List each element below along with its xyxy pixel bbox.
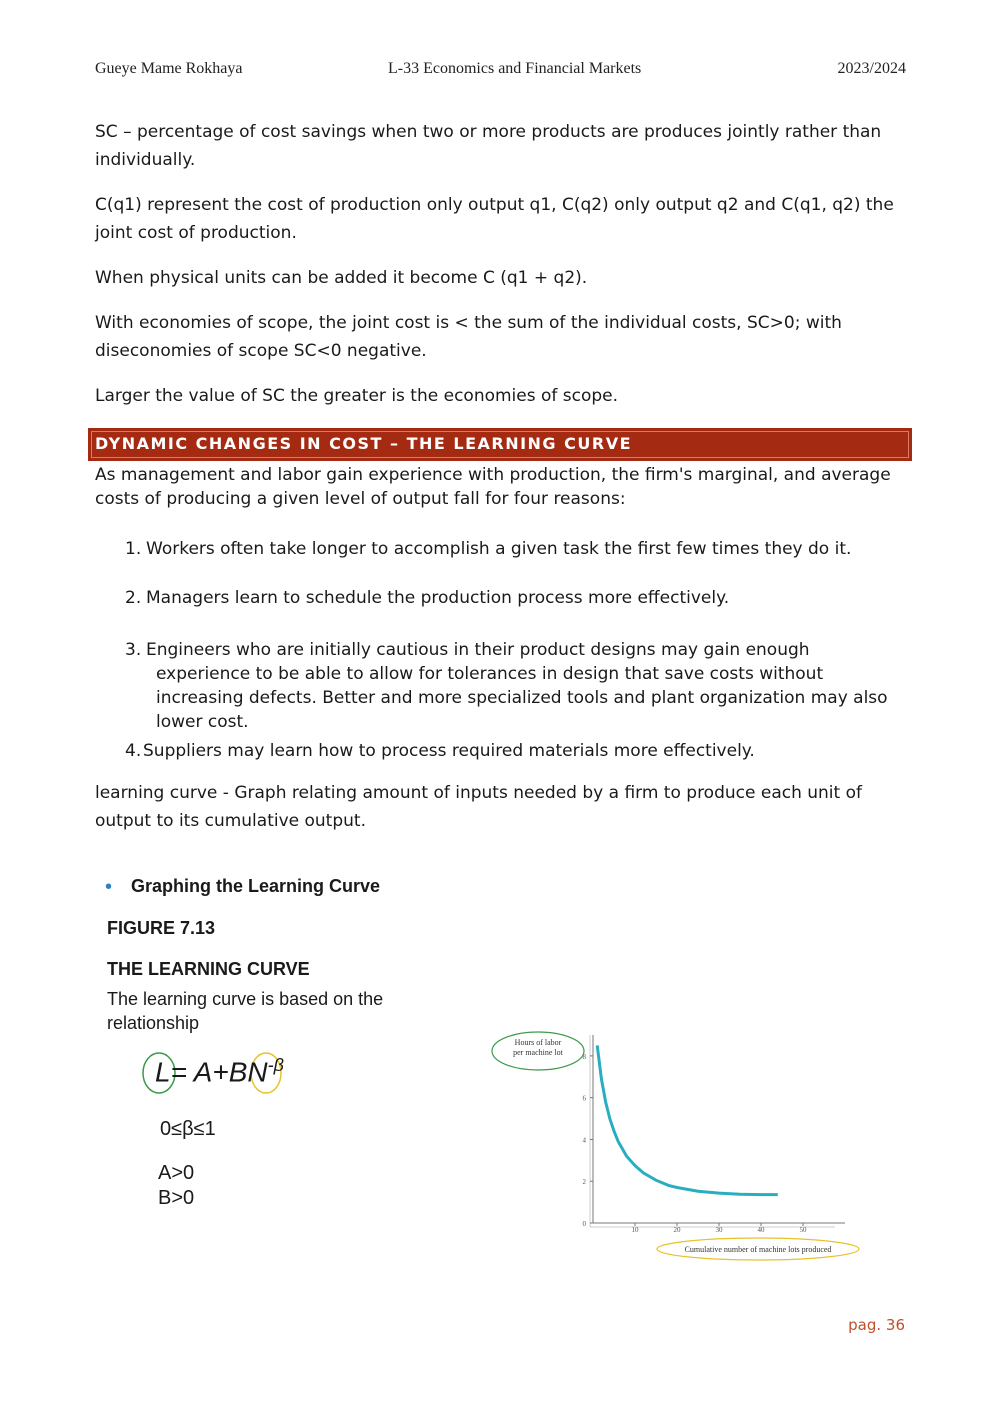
learning-curve-line [597,1045,778,1194]
list-number: 4. [125,741,142,761]
bullet-icon: • [105,876,113,898]
figure-description: The learning curve is based on the relationship [107,989,384,1033]
list-text: Suppliers may learn how to process required materials more effectively. [143,741,755,761]
header-course: L-33 Economics and Financial Markets [388,60,642,77]
ylabel-line-1: Hours of labor [514,1038,562,1047]
list-number: 3. [125,640,142,660]
y-tick-label: 0 [582,1220,586,1228]
figure-caption: THE LEARNING CURVE [107,959,310,979]
list-item-1 [125,537,907,561]
x-tick-label: 30 [715,1226,723,1234]
learning-curve-chart [490,1025,870,1270]
list-item-3 [125,638,907,734]
ylabel-line-2: per machine lot [513,1048,563,1057]
section-heading: DYNAMIC CHANGES IN COST – THE LEARNING CURVE [95,434,632,453]
y-tick-label: 6 [582,1094,586,1103]
x-tick-label: 50 [799,1226,807,1234]
section-heading-bar [88,428,912,461]
beta-constraint: 0≤β≤1 [160,1118,216,1140]
a-constraint: A>0 [158,1162,195,1184]
list-number: 1. [125,539,142,559]
list-item-4 [125,739,907,763]
equation-exponent: -β [267,1055,284,1075]
list-text: Engineers who are initially cautious in their product designs may gain enough experience to be able to allow for tolerances in design that save costs without increasing defects. Better and more specialized tools and plant organization may also lower cost. [146,640,888,732]
figure-number: FIGURE 7.13 [107,918,216,938]
list-text: Managers learn to schedule the production process more effectively. [146,588,730,608]
learning-curve-equation [155,1055,284,1088]
equation-L: L [155,1056,171,1088]
x-tick-label: 20 [673,1226,681,1234]
y-tick-label: 2 [582,1178,586,1187]
equation-N: N [247,1056,268,1088]
page-number: pag. 36 [848,1316,905,1334]
header-author: Gueye Mame Rokhaya [95,60,243,77]
paragraph-physical-units: When physical units can be added it become C (q1 + q2). [95,268,588,288]
x-axis-label: Cumulative number of machine lots produced [684,1245,832,1254]
learning-curve-figure [100,870,832,1290]
paragraph-sc-definition: SC – percentage of cost savings when two or more products are produces jointly rather than individually. [95,122,882,170]
x-tick-label: 10 [631,1226,639,1234]
y-tick-label: 4 [582,1136,586,1145]
paragraph-larger-sc: Larger the value of SC the greater is the economies of scope. [95,386,619,406]
x-tick-labels [632,1223,808,1234]
list-number: 2. [125,588,142,608]
x-tick-label: 40 [757,1226,765,1234]
list-text: Workers often take longer to accomplish a given task the first few times they do it. [146,539,852,559]
paragraph-economies-scope: With economies of scope, the joint cost is < the sum of the individual costs, SC>0; with diseconomies of scope SC<0 negative. [95,313,842,361]
y-tick-labels [583,1053,594,1228]
paragraph-cost-notation: C(q1) represent the cost of production only output q1, C(q2) only output q2 and C(q1, q2) the joint cost of production. [95,195,894,243]
learning-curve-definition: learning curve - Graph relating amount of inputs needed by a firm to produce each unit of output to its cumulative output. [95,783,862,831]
equation-rest: = A+B [170,1056,248,1088]
list-item-2 [125,586,907,610]
page-header [95,60,906,82]
chart-axes [590,1035,845,1227]
slide-title: Graphing the Learning Curve [131,876,381,896]
header-year: 2023/2024 [837,60,906,77]
section-intro: As management and labor gain experience with production, the firm's marginal, and average costs of producing a given level of output fall for four reasons: [95,465,891,509]
b-constraint: B>0 [158,1187,195,1209]
y-tick-label: 8 [582,1052,586,1061]
